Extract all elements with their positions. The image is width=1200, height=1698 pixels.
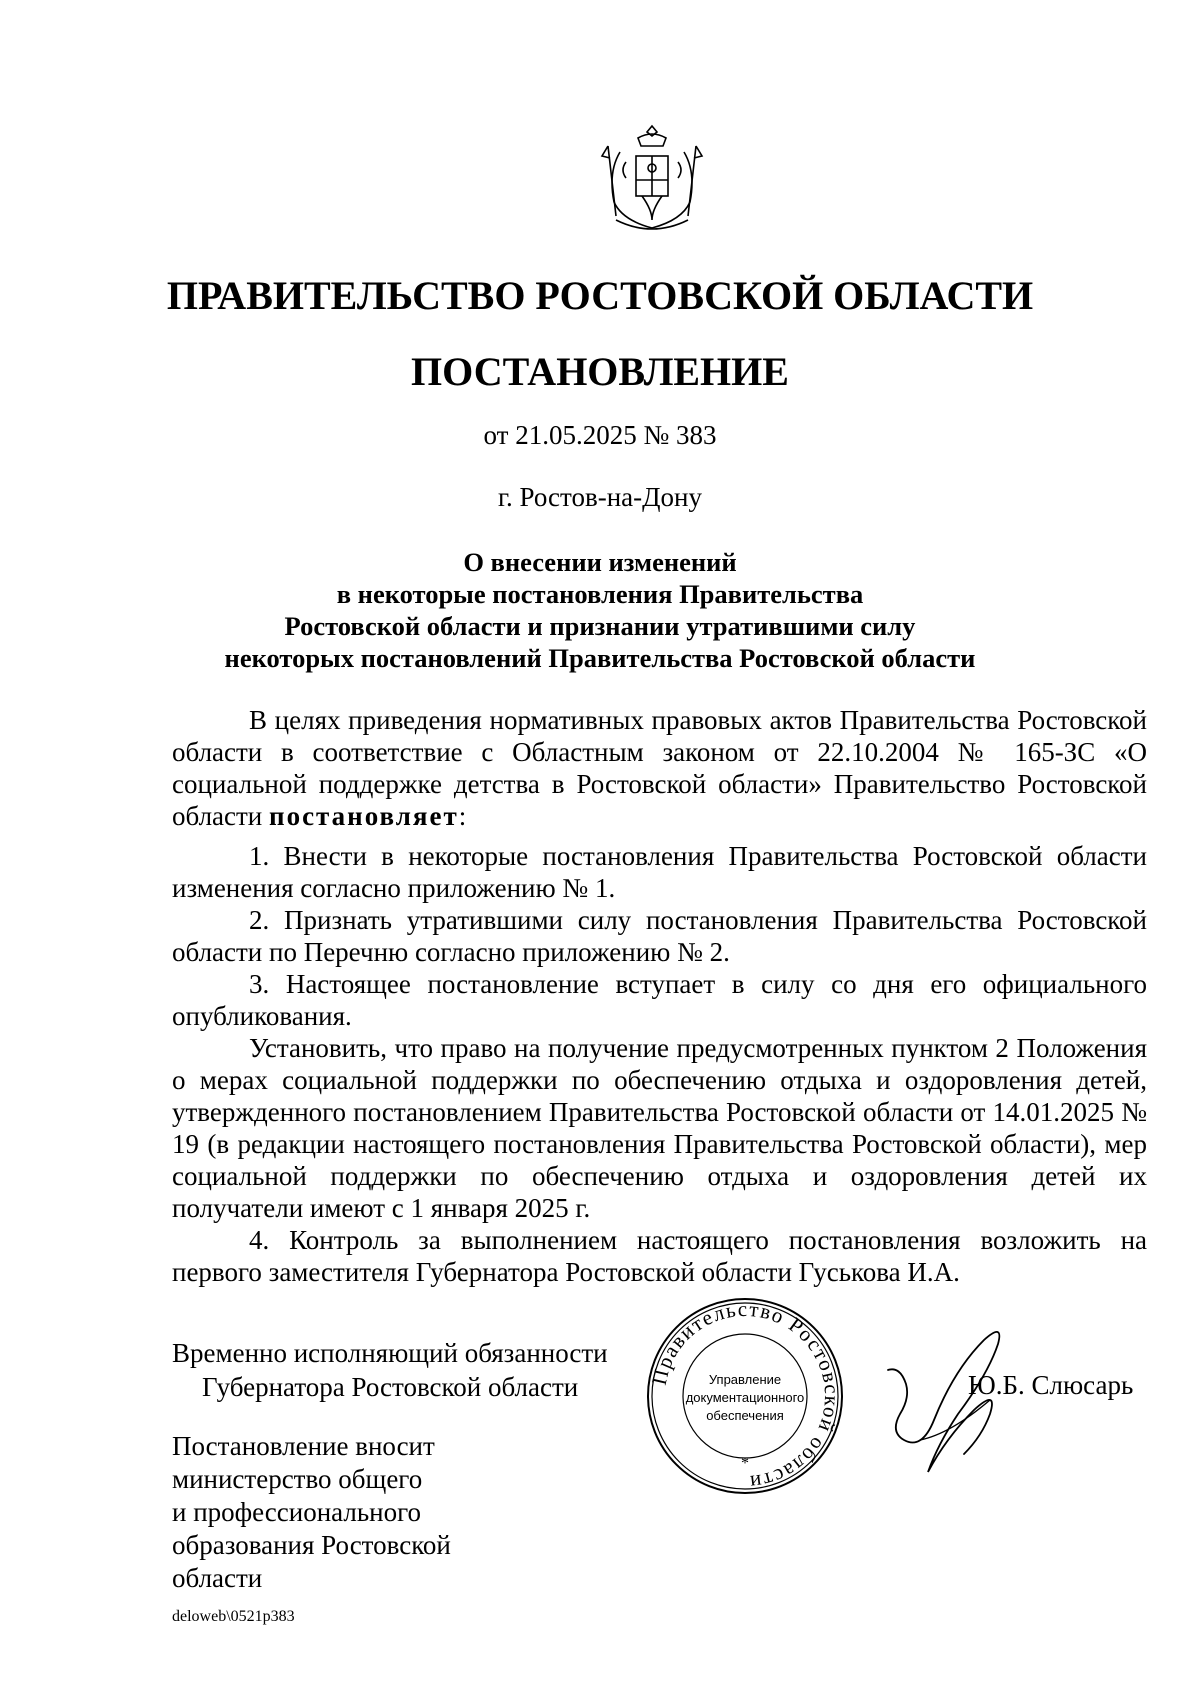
seal-inner-line: документационного (685, 1390, 805, 1405)
submitter-line: Постановление вносит (172, 1431, 435, 1461)
subject-line: О внесении изменений (463, 547, 737, 577)
submitting-body (172, 1430, 451, 1595)
city-line: г. Ростов-на-Дону (497, 482, 702, 512)
preamble-colon: : (458, 801, 467, 831)
file-reference: deloweb\0521p383 (172, 1608, 295, 1625)
submitter-line: области (172, 1563, 263, 1593)
preamble-paragraph (172, 704, 1147, 832)
signer-position-line: Временно исполняющий обязанности (172, 1338, 608, 1368)
subject-line: в некоторые постановления Правительства (336, 579, 864, 609)
submitter-line: министерство общего (172, 1464, 423, 1494)
seal-outer-text: Правительство Ростовской области (646, 1296, 845, 1496)
seal-inner-line: обеспечения (706, 1408, 784, 1423)
submitter-line: и профессионального (172, 1497, 422, 1527)
resolution-item: 3. Настоящее постановление вступает в силу со дня его официального опубликования. (172, 969, 1147, 1031)
official-seal-stamp (645, 1296, 845, 1496)
preamble (172, 704, 1147, 832)
signer-position-line: Губернатора Ростовской области (202, 1372, 579, 1402)
signer-name: Ю.Б. Слюсарь (968, 1370, 1134, 1400)
document-type-title: ПОСТАНОВЛЕНИЕ (411, 349, 789, 394)
subject-line: некоторых постановлений Правительства Ростовской области (224, 643, 976, 673)
resolution-item: 2. Признать утратившими силу постановления Правительства Ростовской области по Перечню согласно приложению № 2. (172, 905, 1147, 967)
seal-inner-line: Управление (708, 1372, 782, 1387)
resolution-items (172, 840, 1147, 1288)
document-subject (0, 546, 1200, 674)
preamble-text: В целях приведения нормативных правовых актов Правительства Ростовской области в соответствие с Областным законом от 22.10.2004 № 165-ЗС «О социальной поддержке детства в Ростовской области» Правительство Ростовской области (172, 705, 1147, 831)
submitter-line: образования Ростовской (172, 1530, 451, 1560)
resolution-item: 4. Контроль за выполнением настоящего постановления возложить на первого заместителя Губернатора Ростовской области Гуськова И.А. (172, 1225, 1147, 1287)
date-and-number: от 21.05.2025 № 383 (483, 420, 717, 450)
resolution-item: 1. Внести в некоторые постановления Правительства Ростовской области изменения согласно приложению № 1. (172, 841, 1147, 903)
seal-star: * (741, 1455, 749, 1472)
resolution-item: Установить, что право на получение предусмотренных пунктом 2 Положения о мерах социальной поддержки по обеспечению отдыха и оздоровления детей, утвержденного постановлением Правительства Ростовской области от 14.01.2025 № 19 (в редакции настоящего постановления Правительства Ростовской области), мер социальной поддержки по обеспечению отдыха и оздоровления детей их получатели имеют с 1 января 2025 г. (172, 1033, 1147, 1223)
resolves-keyword: постановляет (269, 801, 459, 831)
coat-of-arms-icon (598, 122, 706, 236)
subject-line: Ростовской области и признании утратившими силу (284, 611, 916, 641)
signer-position (172, 1336, 608, 1404)
organization-title: ПРАВИТЕЛЬСТВО РОСТОВСКОЙ ОБЛАСТИ (166, 273, 1034, 318)
